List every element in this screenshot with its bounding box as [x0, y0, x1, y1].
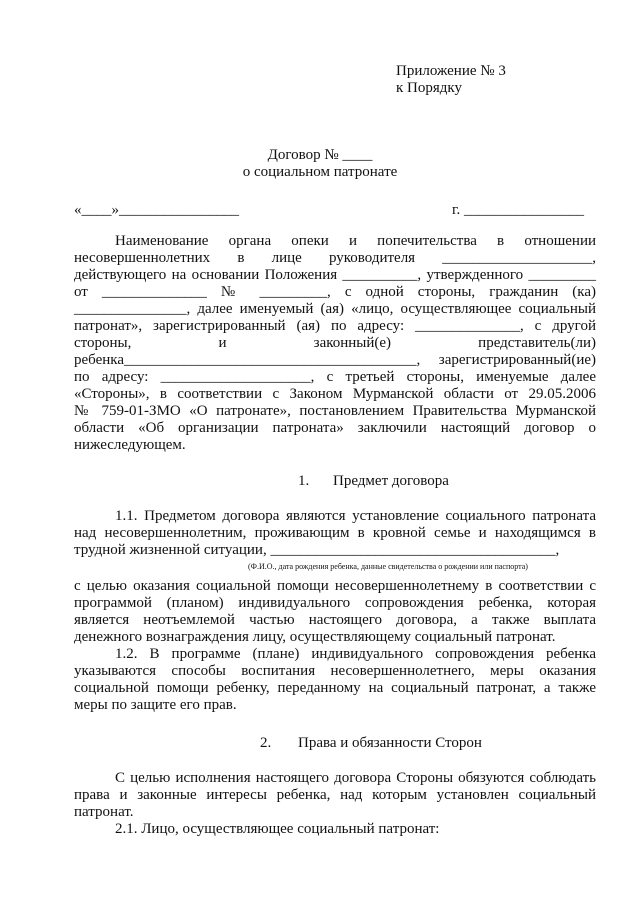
- paragraph-line: права и законные интересы ребенка, над которым установлен социальный: [74, 787, 596, 803]
- intro-line: нижеследующем.: [74, 437, 186, 453]
- appendix-number: Приложение № 3: [396, 63, 506, 79]
- contract-title: Договор № ____: [267, 147, 373, 163]
- clause-line: денежного вознаграждения лицу, осуществляющему социальный патронат.: [74, 629, 556, 645]
- intro-line: № 759-01-ЗМО «О патронате», постановлением Правительства Мурманской: [74, 403, 596, 419]
- clause-line: программой (планом) индивидуального сопровождения ребенка, которая: [74, 595, 596, 611]
- section-1-heading: Предмет договора: [333, 473, 449, 489]
- clause-line: социальной помощи ребенку, переданному на социальный патронат, а также: [74, 680, 596, 696]
- section-2-number: 2.: [260, 735, 272, 751]
- section-1-number: 1.: [298, 473, 310, 489]
- clause-line: указываются способы воспитания несовершеннолетнего, меры оказания: [74, 663, 596, 679]
- contract-city-field: г. ________________: [452, 202, 584, 218]
- intro-line: ребенка_______________________________________, зарегистрированный(ие): [74, 352, 596, 368]
- intro-line: стороны, и законный(е) представитель(ли): [74, 335, 596, 351]
- contract-subtitle: о социальном патронате: [242, 164, 398, 180]
- intro-line: области «Об организации патроната» заключили настоящий договор о: [74, 420, 596, 436]
- clause-line: 1.1. Предметом договора являются установление социального патроната: [115, 508, 596, 524]
- clause-line: с целью оказания социальной помощи несовершеннолетнему в соответствии с: [74, 578, 596, 594]
- field-hint: (Ф.И.О., дата рождения ребенка, данные свидетельства о рождении или паспорта): [248, 562, 528, 571]
- intro-line: действующего на основании Положения __________, утвержденного _________: [74, 267, 596, 283]
- intro-line: от ______________ № _________, с одной стороны, гражданин (ка): [74, 284, 596, 300]
- intro-line: несовершеннолетних в лице руководителя ____________________,: [74, 250, 596, 266]
- section-2-heading: Права и обязанности Сторон: [298, 735, 482, 751]
- clause-2-1-title: 2.1. Лицо, осуществляющее социальный патронат:: [115, 821, 440, 837]
- intro-line: патронат», зарегистрированный (ая) по адресу: ______________, с другой: [74, 318, 596, 334]
- paragraph-line: патронат.: [74, 804, 134, 820]
- clause-line: меры по защите его прав.: [74, 697, 237, 713]
- paragraph-line: С целью исполнения настоящего договора Стороны обязуются соблюдать: [115, 770, 596, 786]
- intro-line: Наименование органа опеки и попечительства в отношении: [115, 233, 596, 249]
- clause-line: над несовершеннолетним, проживающим в кровной семье и находящимся в: [74, 525, 596, 541]
- clause-line: является неотъемлемой частью настоящего договора, а также выплата: [74, 612, 596, 628]
- contract-date-field: «____»________________: [74, 202, 239, 218]
- intro-line: по адресу: ____________________, с третьей стороны, именуемые далее: [74, 369, 596, 385]
- clause-line: 1.2. В программе (плане) индивидуального сопровождения ребенка: [115, 646, 596, 662]
- clause-line: трудной жизненной ситуации, ______________________________________,: [74, 542, 560, 558]
- appendix-reference: к Порядку: [396, 80, 462, 96]
- intro-line: _______________, далее именуемый (ая) «лицо, осуществляющее социальный: [74, 301, 596, 317]
- intro-line: «Стороны», в соответствии с Законом Мурманской области от 29.05.2006: [74, 386, 596, 402]
